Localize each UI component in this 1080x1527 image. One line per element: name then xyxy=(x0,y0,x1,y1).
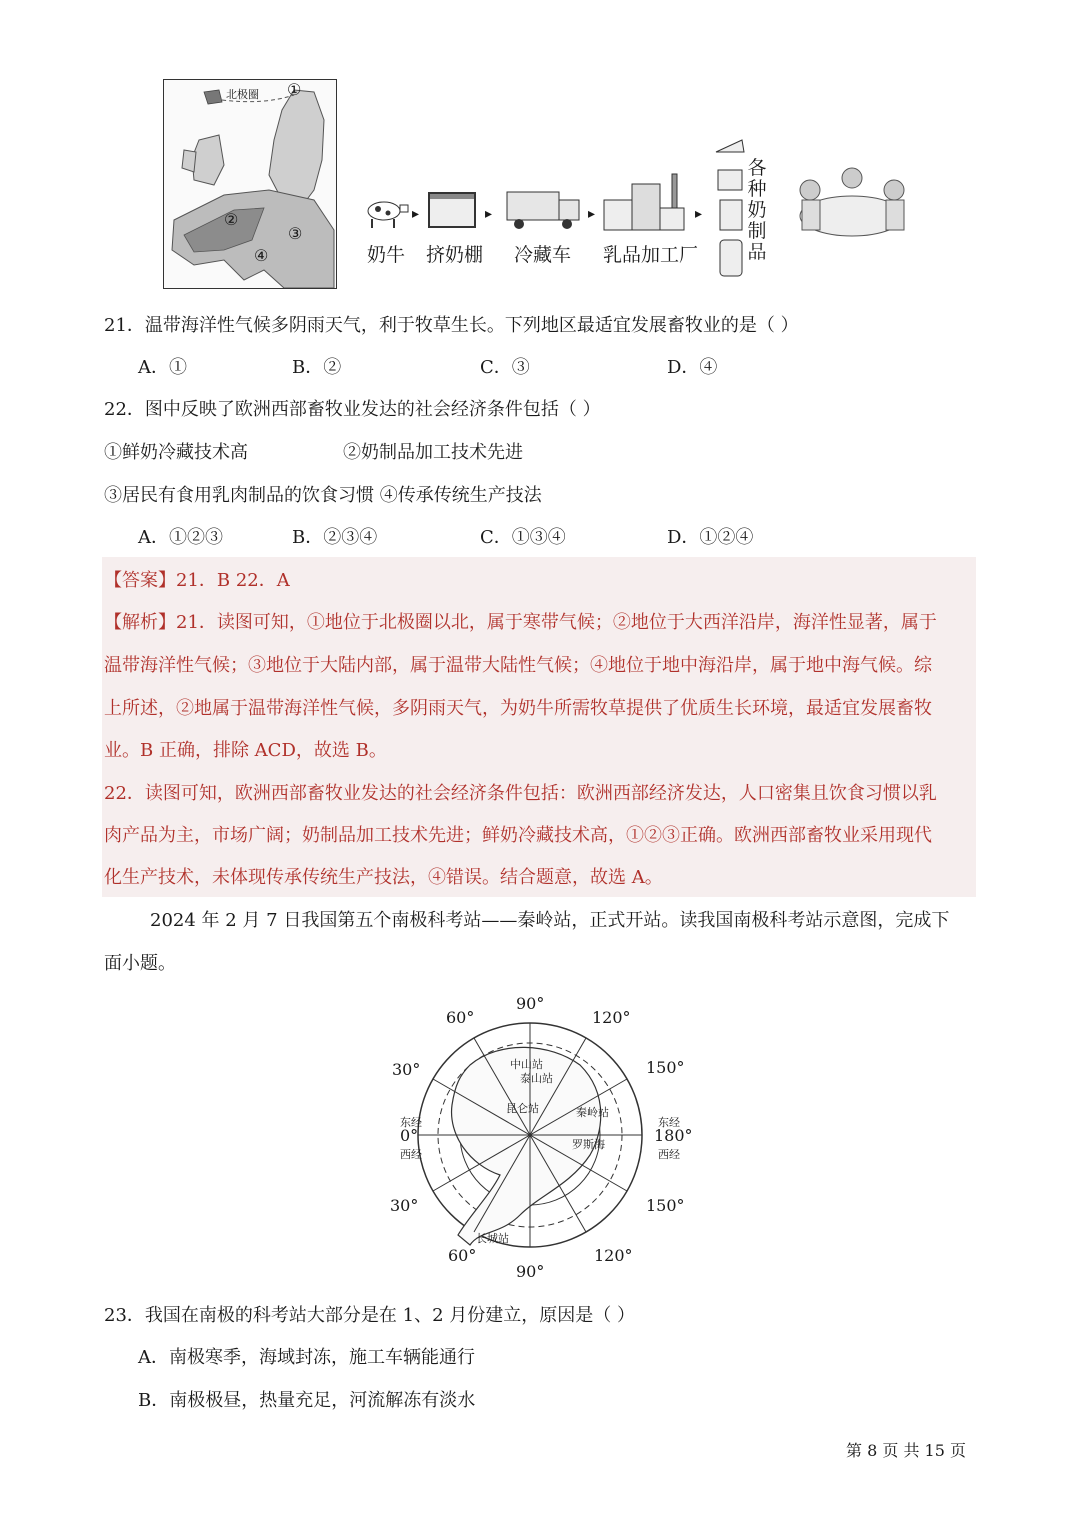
east-right-label: 东经 xyxy=(658,1116,680,1129)
q21-option-c: C．③ xyxy=(480,357,530,378)
answer-label: 【答案】 xyxy=(104,570,176,591)
cow-icon xyxy=(362,197,410,229)
intro-line-1: 2024 年 2 月 7 日我国第五个南极科考站——秦岭站，正式开站。读我国南极科考站示意图，完成下 xyxy=(150,910,950,931)
lon-90-top: 90° xyxy=(516,994,545,1013)
q22-option-d: D．①②④ xyxy=(667,527,754,548)
arrow-3: ▸ xyxy=(588,206,596,222)
station-kunlun: 昆仑站 xyxy=(506,1102,539,1115)
q22-stem: 22．图中反映了欧洲西部畜牧业发达的社会经济条件包括（ ） xyxy=(104,399,601,420)
flow-step-shed: 挤奶棚 xyxy=(426,244,484,266)
lon-60-bottom: 60° xyxy=(448,1246,477,1265)
station-qinling: 秦岭站 xyxy=(576,1106,609,1119)
q23-option-b: B．南极极昼，热量充足，河流解冻有淡水 xyxy=(138,1390,476,1411)
station-taishan: 泰山站 xyxy=(520,1072,553,1085)
antarctic-map-drawing xyxy=(380,990,700,1280)
q21-option-a: A．① xyxy=(138,357,187,378)
lon-30-top: 30° xyxy=(392,1060,421,1079)
analysis-label: 【解析】 xyxy=(104,612,176,633)
west-left-label: 西经 xyxy=(400,1148,422,1161)
lon-120-bottom: 120° xyxy=(594,1246,633,1265)
q21-stem: 21．温带海洋性气候多阴雨天气，利于牧草生长。下列地区最适宜发展畜牧业的是（ ） xyxy=(104,315,799,336)
analysis-line-1: 21．读图可知，①地位于北极圈以北，属于寒带气候；②地位于大西洋沿岸，海洋性显著，属于 xyxy=(176,612,937,633)
europe-map xyxy=(163,79,337,289)
q22-item-3: ③居民有食用乳肉制品的饮食习惯 ④传承传统生产技法 xyxy=(104,485,542,506)
q22-option-c: C．①③④ xyxy=(480,527,566,548)
lon-0-label: 0° xyxy=(400,1126,419,1145)
answer-text: 21．B 22．A xyxy=(176,570,290,591)
factory-icon xyxy=(602,170,686,232)
analysis-line-5: 22．读图可知，欧洲西部畜牧业发达的社会经济条件包括：欧洲西部经济发达，人口密集且饮食习惯以乳 xyxy=(104,783,937,804)
q22-option-a: A．①②③ xyxy=(138,527,223,548)
marker-4: ④ xyxy=(254,246,269,265)
arrow-1: ▸ xyxy=(412,206,420,222)
flow-step-cow: 奶牛 xyxy=(367,244,406,266)
dairy-products-icon xyxy=(712,134,748,282)
west-right-label: 西经 xyxy=(658,1148,680,1161)
lon-180-label: 180° xyxy=(654,1126,693,1145)
q22-option-b: B．②③④ xyxy=(292,527,378,548)
q23-option-a: A．南极寒季，海域封冻，施工车辆能通行 xyxy=(138,1347,475,1368)
lon-60-top: 60° xyxy=(446,1008,475,1027)
page-number: 第 8 页 共 15 页 xyxy=(846,1441,966,1460)
analysis-line-6: 肉产品为主，市场广阔；奶制品加工技术先进；鲜奶冷藏技术高，①②③正确。欧洲西部畜牧业采用现代 xyxy=(104,825,932,846)
station-zhongshan: 中山站 xyxy=(510,1058,543,1071)
lon-120-top: 120° xyxy=(592,1008,631,1027)
lon-30-bottom: 30° xyxy=(390,1196,419,1215)
dining-people-icon xyxy=(788,160,916,252)
flow-step-truck: 冷藏车 xyxy=(514,244,572,266)
arrow-4: ▸ xyxy=(695,206,703,222)
intro-line-2: 面小题。 xyxy=(104,953,176,974)
marker-2: ② xyxy=(224,210,239,229)
analysis-line-3: 上所述，②地属于温带海洋性气候，多阴雨天气，为奶牛所需牧草提供了优质生长环境，最适宜发展畜牧 xyxy=(104,698,932,719)
analysis-line-7: 化生产技术，未体现传承传统生产技法，④错误。结合题意，故选 A。 xyxy=(104,867,663,888)
lon-150-bottom: 150° xyxy=(646,1196,685,1215)
q21-option-d: D．④ xyxy=(667,357,718,378)
marker-1: ① xyxy=(287,80,302,99)
analysis-line-2: 温带海洋性气候；③地位于大陆内部，属于温带大陆性气候；④地位于地中海沿岸，属于地中海气候。综 xyxy=(104,655,932,676)
q21-option-b: B．② xyxy=(292,357,342,378)
ross-sea-label: 罗斯海 xyxy=(572,1138,605,1151)
q23-stem: 23．我国在南极的科考站大部分是在 1、2 月份建立，原因是（ ） xyxy=(104,1305,635,1326)
station-changcheng: 长城站 xyxy=(476,1232,509,1245)
milking-shed-icon xyxy=(428,192,476,228)
europe-map-drawing xyxy=(164,80,336,288)
antarctic-map xyxy=(380,990,700,1280)
arctic-circle-label: 北极圈 xyxy=(226,88,259,101)
flow-step-factory: 乳品加工厂 xyxy=(603,244,699,266)
arrow-2: ▸ xyxy=(485,206,493,222)
q22-item-2: ②奶制品加工技术先进 xyxy=(343,442,523,463)
analysis-line-4: 业。B 正确，排除 ACD，故选 B。 xyxy=(104,740,387,761)
q22-item-1: ①鲜奶冷藏技术高 xyxy=(104,442,248,463)
east-left-label: 东经 xyxy=(400,1116,422,1129)
dairy-products-label: 各种奶制品 xyxy=(747,157,767,263)
lon-150-top: 150° xyxy=(646,1058,685,1077)
truck-icon xyxy=(505,190,583,232)
lon-90-bottom: 90° xyxy=(516,1262,545,1281)
marker-3: ③ xyxy=(288,224,303,243)
